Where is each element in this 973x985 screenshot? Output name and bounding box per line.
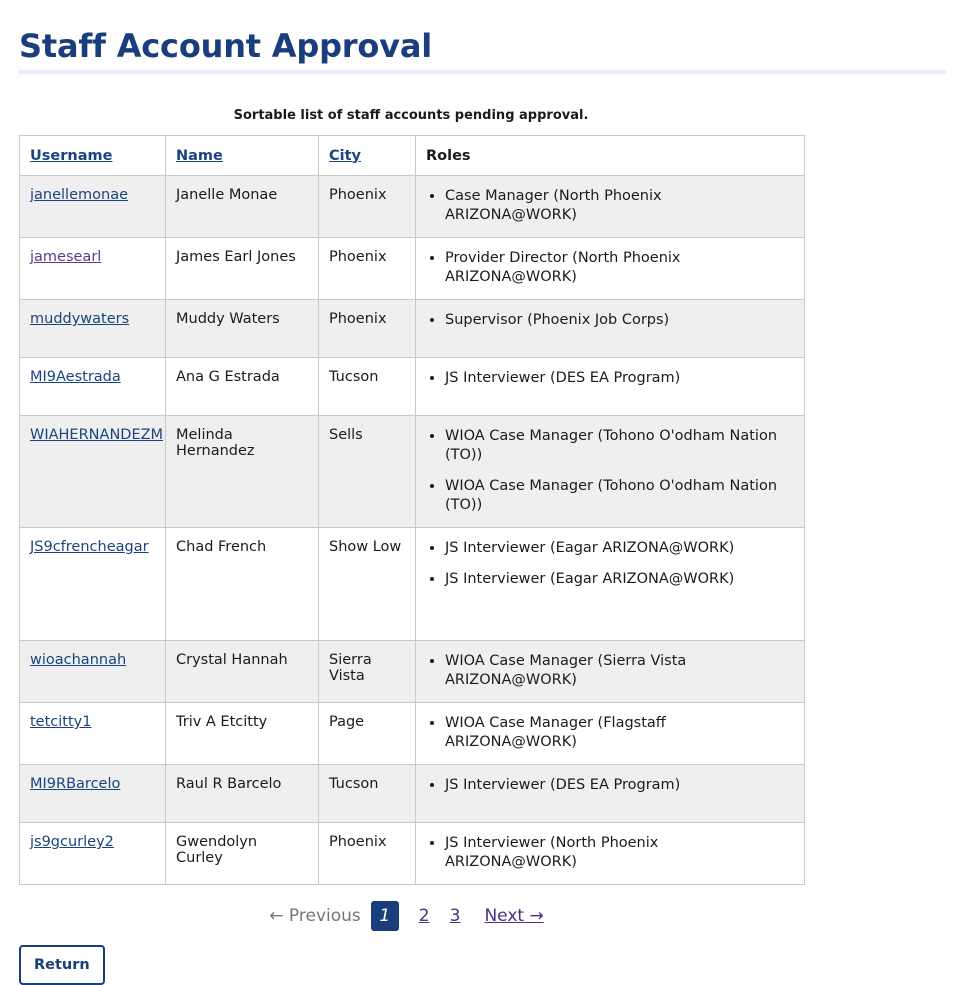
cell-roles bbox=[416, 823, 805, 885]
role-item: • JS Interviewer (North Phoenix ARIZONA@WORK) bbox=[445, 834, 794, 872]
table-row bbox=[20, 703, 805, 765]
cell-roles bbox=[416, 176, 805, 238]
cell-name: Muddy Waters bbox=[166, 300, 319, 358]
cell-username bbox=[20, 641, 166, 703]
header-roles: Roles bbox=[416, 136, 805, 176]
page-link-2[interactable]: 2 bbox=[418, 906, 430, 926]
username-link[interactable]: janellemonae bbox=[30, 187, 128, 203]
role-item: • WIOA Case Manager (Sierra Vista ARIZONA@WORK) bbox=[445, 652, 794, 690]
cell-name: Ana G Estrada bbox=[166, 358, 319, 416]
table-row bbox=[20, 823, 805, 885]
username-link[interactable]: wioachannah bbox=[30, 652, 127, 668]
previous-page-disabled: ← Previous bbox=[269, 906, 361, 926]
title-divider bbox=[19, 70, 946, 74]
table-row bbox=[20, 528, 805, 641]
cell-roles bbox=[416, 238, 805, 300]
current-page: 1 bbox=[371, 901, 399, 931]
cell-username bbox=[20, 176, 166, 238]
cell-city: Show Low bbox=[319, 528, 416, 641]
cell-roles bbox=[416, 416, 805, 528]
cell-username bbox=[20, 823, 166, 885]
cell-username bbox=[20, 416, 166, 528]
sort-city-link[interactable]: City bbox=[329, 147, 361, 164]
role-item: • Supervisor (Phoenix Job Corps) bbox=[445, 311, 794, 330]
table-row bbox=[20, 641, 805, 703]
header-name bbox=[166, 136, 319, 176]
header-city bbox=[319, 136, 416, 176]
cell-roles bbox=[416, 765, 805, 823]
cell-name: James Earl Jones bbox=[166, 238, 319, 300]
table-row bbox=[20, 416, 805, 528]
table-row bbox=[20, 176, 805, 238]
role-item: • WIOA Case Manager (Tohono O'odham Nation (TO)) bbox=[445, 427, 794, 465]
table-header-row bbox=[20, 136, 805, 176]
cell-city: Phoenix bbox=[319, 238, 416, 300]
cell-username bbox=[20, 238, 166, 300]
cell-city: Phoenix bbox=[319, 823, 416, 885]
return-button[interactable]: Return bbox=[19, 945, 105, 985]
cell-city: Tucson bbox=[319, 765, 416, 823]
cell-name: Triv A Etcitty bbox=[166, 703, 319, 765]
pagination bbox=[19, 901, 804, 931]
page-title: Staff Account Approval bbox=[19, 27, 432, 65]
staff-accounts-table bbox=[19, 135, 805, 885]
cell-name: Melinda Hernandez bbox=[166, 416, 319, 528]
cell-roles bbox=[416, 528, 805, 641]
sort-username-link[interactable]: Username bbox=[30, 147, 113, 164]
cell-roles bbox=[416, 703, 805, 765]
cell-city: Page bbox=[319, 703, 416, 765]
role-item: • JS Interviewer (DES EA Program) bbox=[445, 776, 794, 795]
cell-name: Crystal Hannah bbox=[166, 641, 319, 703]
username-link[interactable]: WIAHERNANDEZM bbox=[30, 427, 164, 443]
role-item: • WIOA Case Manager (Tohono O'odham Nation (TO)) bbox=[445, 477, 794, 515]
username-link[interactable]: MI9RBarcelo bbox=[30, 776, 121, 792]
username-link[interactable]: muddywaters bbox=[30, 311, 130, 327]
cell-city: Sells bbox=[319, 416, 416, 528]
cell-city: Sierra Vista bbox=[319, 641, 416, 703]
cell-username bbox=[20, 703, 166, 765]
table-caption: Sortable list of staff accounts pending approval. bbox=[233, 108, 589, 123]
cell-username bbox=[20, 528, 166, 641]
cell-roles bbox=[416, 300, 805, 358]
role-item: • JS Interviewer (Eagar ARIZONA@WORK) bbox=[445, 539, 794, 558]
page-link-3[interactable]: 3 bbox=[449, 906, 461, 926]
table-row bbox=[20, 300, 805, 358]
cell-username bbox=[20, 765, 166, 823]
username-link[interactable]: MI9Aestrada bbox=[30, 369, 121, 385]
cell-name: Gwendolyn Curley bbox=[166, 823, 319, 885]
role-item: • JS Interviewer (DES EA Program) bbox=[445, 369, 794, 388]
table-row bbox=[20, 238, 805, 300]
cell-city: Phoenix bbox=[319, 300, 416, 358]
sort-name-link[interactable]: Name bbox=[176, 147, 223, 164]
header-username bbox=[20, 136, 166, 176]
role-item: • WIOA Case Manager (Flagstaff ARIZONA@WORK) bbox=[445, 714, 794, 752]
table-row bbox=[20, 765, 805, 823]
cell-city: Tucson bbox=[319, 358, 416, 416]
role-item: • Provider Director (North Phoenix ARIZONA@WORK) bbox=[445, 249, 794, 287]
cell-roles bbox=[416, 641, 805, 703]
role-item: • Case Manager (North Phoenix ARIZONA@WORK) bbox=[445, 187, 794, 225]
cell-username bbox=[20, 300, 166, 358]
next-page-link[interactable]: Next → bbox=[484, 906, 544, 926]
cell-username bbox=[20, 358, 166, 416]
role-item: • JS Interviewer (Eagar ARIZONA@WORK) bbox=[445, 570, 794, 589]
cell-name: Chad French bbox=[166, 528, 319, 641]
cell-roles bbox=[416, 358, 805, 416]
username-link[interactable]: tetcitty1 bbox=[30, 714, 92, 730]
username-link[interactable]: JS9cfrencheagar bbox=[30, 539, 149, 555]
username-link[interactable]: jamesearl bbox=[30, 249, 102, 265]
username-link[interactable]: js9gcurley2 bbox=[30, 834, 114, 850]
cell-name: Janelle Monae bbox=[166, 176, 319, 238]
cell-name: Raul R Barcelo bbox=[166, 765, 319, 823]
cell-city: Phoenix bbox=[319, 176, 416, 238]
table-row bbox=[20, 358, 805, 416]
